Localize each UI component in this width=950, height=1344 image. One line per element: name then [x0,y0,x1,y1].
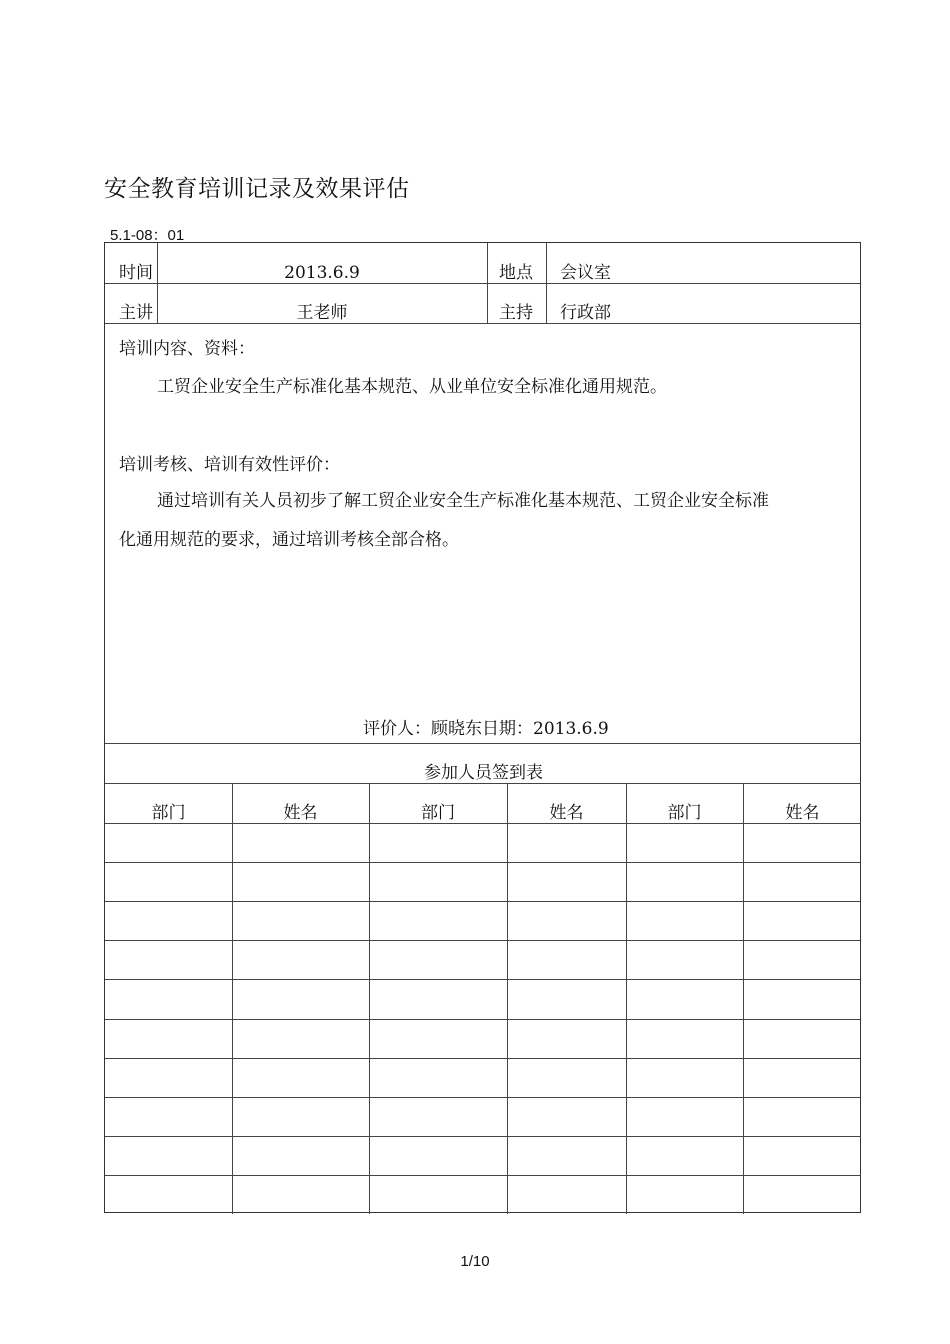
signin-row-divider [105,940,860,941]
speaker-label: 主讲 [119,303,153,323]
signin-row-divider [105,1058,860,1059]
signin-cell[interactable] [369,872,507,892]
signin-column-header: 部门 [667,803,702,823]
signin-cell[interactable] [626,950,743,970]
signin-cell[interactable] [507,1185,626,1205]
signin-column-header: 部门 [151,803,186,823]
signin-cell[interactable] [626,872,743,892]
signin-cell[interactable] [626,1185,743,1205]
evaluation-text-line2: 化通用规范的要求，通过培训考核全部合格。 [119,530,459,550]
evaluation-heading: 培训考核、培训有效性评价： [119,455,340,475]
signin-cell[interactable] [507,1146,626,1166]
signin-cell[interactable] [105,1068,232,1088]
signin-cell[interactable] [232,1146,369,1166]
section-divider [105,783,860,784]
signin-cell[interactable] [626,989,743,1009]
signin-cell[interactable] [232,950,369,970]
document-title: 安全教育培训记录及效果评估 [104,176,410,202]
col-divider [546,243,547,323]
signin-cell[interactable] [743,1068,862,1088]
signin-cell[interactable] [507,1068,626,1088]
signin-cell[interactable] [232,1185,369,1205]
signin-cell[interactable] [369,833,507,853]
signin-cell[interactable] [507,989,626,1009]
signin-cell[interactable] [626,1107,743,1127]
time-value: 2013.6.9 [284,263,360,283]
host-label: 主持 [499,303,533,323]
signin-cell[interactable] [369,1146,507,1166]
page-number: 1/10 [460,1253,490,1270]
signin-row-divider [105,1175,860,1176]
place-label: 地点 [499,263,533,283]
signin-column-header: 部门 [421,803,455,823]
signin-cell[interactable] [232,872,369,892]
signin-cell[interactable] [105,950,232,970]
signin-cell[interactable] [232,1107,369,1127]
signin-row-divider [105,979,860,980]
signin-cell[interactable] [507,833,626,853]
signin-cell[interactable] [105,833,232,853]
signin-cell[interactable] [232,1029,369,1049]
row-divider [105,283,860,284]
signin-column-header: 姓名 [283,803,318,823]
signin-row-divider [105,1097,860,1098]
signin-cell[interactable] [626,833,743,853]
time-label: 时间 [119,263,153,283]
signin-cell[interactable] [105,989,232,1009]
signin-cell[interactable] [743,1107,862,1127]
signin-cell[interactable] [626,911,743,931]
signin-cell[interactable] [105,1185,232,1205]
signin-row-divider [105,1019,860,1020]
evaluator-signature: 评价人：顾晓东日期：2013.6.9 [363,719,609,739]
record-table [104,242,861,1213]
signin-cell[interactable] [626,1068,743,1088]
signin-cell[interactable] [743,1146,862,1166]
signin-column-header: 姓名 [549,803,584,823]
signin-cell[interactable] [743,872,862,892]
document-number: 5.1-08：01 [110,227,185,244]
signin-row-divider [105,1136,860,1137]
signin-cell[interactable] [232,989,369,1009]
signin-cell[interactable] [743,833,862,853]
host-value: 行政部 [560,303,611,323]
signin-cell[interactable] [369,911,507,931]
content-heading: 培训内容、资料： [119,339,255,359]
signin-cell[interactable] [369,950,507,970]
signin-cell[interactable] [507,950,626,970]
content-text: 工贸企业安全生产标准化基本规范、从业单位安全标准化通用规范。 [157,377,667,397]
signin-cell[interactable] [232,1068,369,1088]
signin-cell[interactable] [507,1029,626,1049]
signin-row-divider [105,862,860,863]
col-divider [487,243,488,323]
row-divider [105,323,860,324]
place-value: 会议室 [560,263,611,283]
signin-cell[interactable] [105,1146,232,1166]
evaluation-text-line1: 通过培训有关人员初步了解工贸企业安全生产标准化基本规范、工贸企业安全标准 [157,491,769,511]
signin-cell[interactable] [743,1185,862,1205]
speaker-value: 王老师 [296,303,348,323]
signin-title: 参加人员签到表 [424,763,543,783]
signin-cell[interactable] [743,950,862,970]
signin-row-divider [105,901,860,902]
signin-cell[interactable] [232,833,369,853]
signin-cell[interactable] [232,911,369,931]
signin-cell[interactable] [369,1068,507,1088]
signin-cell[interactable] [369,1029,507,1049]
signin-cell[interactable] [105,1107,232,1127]
signin-cell[interactable] [743,1029,862,1049]
signin-cell[interactable] [743,989,862,1009]
signin-cell[interactable] [507,872,626,892]
signin-cell[interactable] [369,989,507,1009]
signin-cell[interactable] [105,1029,232,1049]
signin-cell[interactable] [743,911,862,931]
signin-header-divider [105,823,860,824]
signin-cell[interactable] [507,911,626,931]
signin-cell[interactable] [369,1185,507,1205]
signin-cell[interactable] [105,872,232,892]
signin-cell[interactable] [105,911,232,931]
signin-cell[interactable] [626,1146,743,1166]
signin-cell[interactable] [507,1107,626,1127]
signin-column-header: 姓名 [785,803,820,823]
signin-cell[interactable] [626,1029,743,1049]
section-divider [105,743,860,744]
signin-cell[interactable] [369,1107,507,1127]
